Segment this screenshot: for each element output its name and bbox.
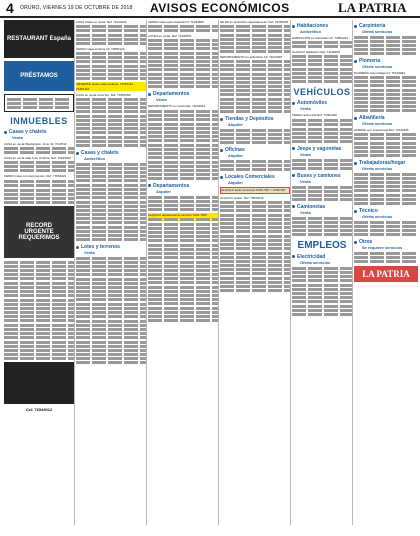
section-title: Tiendas y Depósitos <box>225 116 274 123</box>
section-title: Jeeps y vagonetas <box>297 145 342 152</box>
classified-ad <box>148 261 218 284</box>
display-ad-bottom <box>4 362 74 404</box>
highlighted-ad: URGENTE vendo casa céntrica. 72457311 - 72457112 <box>76 82 146 90</box>
classified-ad <box>148 144 218 159</box>
section-tiendas-alquiler <box>220 116 290 127</box>
section-tecnico <box>354 208 418 219</box>
section-buses-venta <box>292 173 352 184</box>
column-divider <box>74 20 75 525</box>
section-subtitle: Anticrético <box>300 29 321 34</box>
section-subtitle: Oferta servicios <box>300 259 331 265</box>
classified-ad <box>76 303 146 318</box>
bullet-icon <box>354 60 357 63</box>
classified-ad <box>292 159 352 170</box>
bullet-icon <box>148 93 151 96</box>
classified-ad <box>4 341 74 360</box>
classified-ad <box>76 257 146 276</box>
display-ad-restaurant: RESTAURANT España <box>4 20 74 58</box>
section-subtitle: Venta <box>84 250 95 256</box>
section-habitaciones-anticretico <box>292 23 352 34</box>
classified-ad <box>354 173 418 192</box>
classified-ad <box>220 34 290 53</box>
section-title: Buses y camiones <box>297 172 341 179</box>
bullet-icon <box>220 149 223 152</box>
classified-ad <box>354 36 418 55</box>
classified-ad <box>148 196 218 211</box>
classified-ad <box>76 115 146 134</box>
section-subtitle: Oferta servicios <box>362 121 393 127</box>
category-heading: VEHÍCULOS <box>293 87 351 98</box>
classified-ad <box>4 299 74 322</box>
section-title: Albañilería <box>359 115 385 122</box>
section-subtitle: Se requiere servicios <box>362 245 403 251</box>
column-1 <box>4 20 74 530</box>
bullet-icon <box>354 162 357 165</box>
classified-ad <box>148 286 218 305</box>
classified-ad: ALQUILO cuarto. Ref: 76543210 <box>220 196 290 212</box>
section-casas-anticretico <box>76 150 146 161</box>
section-oficinas-alquiler <box>220 147 290 158</box>
classified-ad: HABITACIÓN en anticrético Inf: 72891234 <box>292 36 352 48</box>
column-3 <box>148 20 218 530</box>
classified-ad: PLOMERO todo trabajo Inf: 76129034 <box>354 71 418 87</box>
section-subtitle: Venta <box>156 97 167 103</box>
section-title: Oficinas <box>225 147 245 154</box>
bullet-icon <box>354 210 357 213</box>
section-lotes-venta <box>76 244 146 255</box>
newspaper-logo: LA PATRIA <box>338 0 407 15</box>
classified-ad <box>354 252 418 263</box>
classified-ad <box>354 89 418 112</box>
classified-ad: CASA en venta calle 6 de Octubre. Ref: 76199022 <box>4 156 74 172</box>
classified-ad <box>292 128 352 143</box>
section-automoviles-venta <box>292 100 352 111</box>
bullet-icon <box>76 152 79 155</box>
classified-ad <box>148 73 218 88</box>
category-heading: INMUEBLES <box>10 116 68 126</box>
ad-headline: URGENTE REQUERIMOS <box>18 228 60 241</box>
classified-ad <box>292 305 352 316</box>
bullet-icon <box>354 25 357 28</box>
classified-ad: ALBAÑIL con experiencia Ref: 72012345 <box>354 128 418 140</box>
highlighted-ad: ALQUILO departamento céntrico 7244-7265 <box>148 213 218 221</box>
section-subtitle: Oferta servicios <box>362 29 393 34</box>
section-camionetas-venta <box>292 204 352 215</box>
bullet-icon <box>4 131 7 134</box>
section-title: Departamentos <box>153 182 190 189</box>
column-divider <box>146 20 147 525</box>
section-electricidad <box>292 254 352 265</box>
section-title: Habitaciones <box>297 23 329 29</box>
bullet-icon <box>354 241 357 244</box>
section-trabajadoras-hogar <box>354 160 418 171</box>
section-departamentos-alquiler <box>148 183 218 194</box>
classified-ad <box>354 221 418 236</box>
column-5 <box>292 20 352 530</box>
classified-ad <box>148 244 218 259</box>
section-subtitle: Alquiler <box>228 122 243 128</box>
section-otros <box>354 239 418 250</box>
phone-number: Cel: 76549012 <box>25 406 53 412</box>
classified-ad <box>76 136 146 147</box>
category-heading: EMPLEOS <box>297 239 347 251</box>
page-number: 4 <box>6 0 14 16</box>
section-carpinteria <box>354 23 418 34</box>
classified-ad <box>148 52 218 71</box>
classified-ad: VENDO casa para vivienda Inf: 71234890 <box>148 20 218 32</box>
bullet-icon <box>292 102 295 105</box>
section-jeeps-venta <box>292 146 352 157</box>
section-title: Electricidad <box>297 253 326 260</box>
bullet-icon <box>354 117 357 120</box>
classified-ad <box>292 267 352 282</box>
section-title: Casas y chalets <box>9 129 47 135</box>
classified-ad: CASA en venta Washington. Vicio Inf: 7247819 <box>4 142 74 154</box>
bullet-icon <box>148 184 151 187</box>
classified-ad <box>220 277 290 292</box>
classified-ad <box>292 217 352 236</box>
footer-logo: LA PATRIA <box>354 266 418 282</box>
column-divider <box>290 20 291 525</box>
section-plomeria <box>354 58 418 69</box>
section-subtitle: Venta <box>300 209 311 215</box>
classified-ad <box>76 226 146 241</box>
section-title: AVISOS ECONÓMICOS <box>150 1 290 15</box>
classified-ad <box>76 278 146 301</box>
display-ad-record <box>4 206 74 258</box>
classified-ad: DEPARTAMENTO en venta Ref: 72019912 <box>148 104 218 120</box>
classified-ad <box>4 261 74 280</box>
display-ad-loans: PRÉSTAMOS <box>4 61 74 91</box>
classified-ad: DEPARTAMENTO en anticrético Inf: 73210987 <box>220 55 290 71</box>
bullet-icon <box>76 246 79 249</box>
section-title: Automóviles <box>297 100 328 107</box>
classified-ad <box>292 186 352 201</box>
bullet-icon <box>292 25 295 28</box>
classified-ad: ALQUILO habitación Ref: 71239876 <box>292 50 352 66</box>
column-6 <box>354 20 418 530</box>
section-title: Lotes y terrenos <box>81 244 120 251</box>
section-casas-venta <box>4 129 74 140</box>
page-date: ORURO, VIERNES 19 DE OCTUBRE DE 2018 <box>20 5 133 11</box>
section-subtitle: Oferta servicios <box>362 166 393 172</box>
classified-ad: CASA chalet en venta. Ref: 71234432 <box>76 20 146 32</box>
section-locales-alquiler <box>220 174 290 185</box>
section-subtitle: Anticrético <box>84 156 105 162</box>
section-albanileria <box>354 115 418 126</box>
highlighted-ad: ALQUILO local comercial 7249-7007 / 72497037 <box>220 187 290 193</box>
section-title: Trabajadoras/hogar <box>359 160 406 167</box>
classified-ad <box>76 341 146 364</box>
section-subtitle: Alquiler <box>228 153 243 159</box>
bullet-icon <box>292 255 295 258</box>
classified-ad <box>4 282 74 297</box>
section-subtitle: Venta <box>300 151 311 157</box>
classified-ad <box>4 324 74 339</box>
section-title: Casas y chalets <box>81 150 119 157</box>
classified-ad <box>76 34 146 45</box>
classified-box <box>4 94 74 112</box>
page-header <box>0 0 420 17</box>
classified-ad: LOTES en venta. Ref: 71100551 <box>148 34 218 50</box>
section-title: Carpintería <box>359 23 386 29</box>
classified-ad <box>76 201 146 224</box>
classified-ad <box>148 161 218 180</box>
classified-ad: VENDO automóvil Ref: 73451290 <box>292 113 352 125</box>
section-title: Locales Comerciales <box>225 174 275 181</box>
bullet-icon <box>292 147 295 150</box>
column-4 <box>220 20 290 530</box>
section-title: Camionetas <box>297 203 326 210</box>
header-rule <box>0 16 420 18</box>
classified-ad: VENDO casa con documentos. Ref: 77654423 <box>4 174 74 186</box>
bullet-icon <box>220 118 223 121</box>
section-subtitle: Venta <box>300 106 311 112</box>
section-title: Plomería <box>359 58 381 64</box>
classified-ad <box>220 214 290 233</box>
section-departamentos-venta <box>148 91 218 102</box>
classified-ad <box>354 194 418 205</box>
section-title: Otros <box>359 239 373 246</box>
column-divider <box>218 20 219 525</box>
classified-ad: VENDO casa céntrica Inf: 72890123 <box>76 47 146 63</box>
classified-ad <box>220 73 290 96</box>
section-subtitle: Oferta servicios <box>362 64 393 69</box>
classified-ad: CASA en venta zona Sur. Ref: 73456789 <box>76 93 146 113</box>
section-subtitle: Venta <box>12 135 23 140</box>
section-subtitle: Alquiler <box>156 188 171 194</box>
section-title: Departamentos <box>153 91 190 98</box>
section-subtitle: Oferta servicios <box>362 214 393 220</box>
classified-ad <box>148 223 218 242</box>
section-title: Técnico <box>359 208 378 215</box>
bullet-icon <box>292 205 295 208</box>
classified-ad <box>220 129 290 144</box>
classified-ad <box>292 68 352 83</box>
classified-ad <box>292 284 352 303</box>
classified-ad <box>4 189 74 204</box>
section-subtitle: Venta <box>300 178 311 184</box>
classified-ad <box>76 65 146 80</box>
classified-ad <box>148 123 218 142</box>
classified-ad <box>76 320 146 339</box>
bullet-icon <box>292 174 295 177</box>
column-2 <box>76 20 146 530</box>
classified-ad <box>76 184 146 199</box>
classified-ad <box>220 235 290 250</box>
classified-ad <box>220 252 290 275</box>
bullet-icon <box>220 176 223 179</box>
classified-ad <box>354 142 418 157</box>
classified-ad <box>220 160 290 171</box>
classified-ad <box>76 163 146 182</box>
ad-brand: RECORD <box>25 222 52 229</box>
classified-ad: SE DA en anticrético departamento. Ref: 71230045 <box>220 20 290 32</box>
classified-ad <box>148 307 218 322</box>
section-subtitle: Alquiler <box>228 180 243 186</box>
classified-ad <box>220 98 290 113</box>
column-divider <box>352 20 353 525</box>
